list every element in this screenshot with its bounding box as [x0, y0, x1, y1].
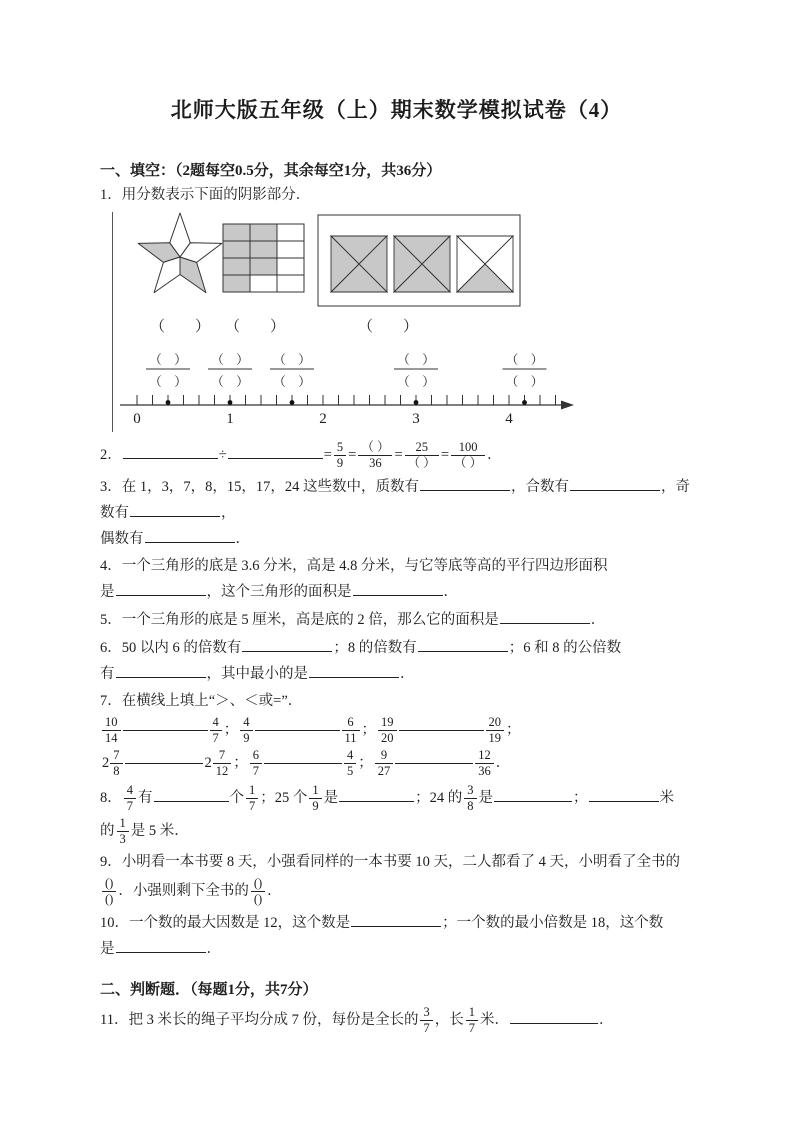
question-4-line-1 — [100, 555, 693, 578]
question-text: ． — [267, 882, 282, 899]
question-text: ； — [361, 721, 377, 738]
fraction: 2 $\frac{7}{12}$ — [205, 748, 232, 779]
numberline-unit-label: 2 — [319, 411, 327, 427]
question-3-line-2 — [100, 501, 693, 525]
arrow-icon — [561, 401, 574, 410]
question-text: = — [394, 446, 403, 463]
fraction: $\frac{()}{()}$ — [102, 876, 116, 907]
question-text: 数有 — [100, 505, 129, 521]
fraction: $\frac{6}{11}$ — [342, 715, 360, 746]
question-text: 2． — [100, 446, 122, 463]
question-text: ； — [233, 754, 248, 771]
fraction: $\frac{3}{8}$ — [464, 783, 476, 814]
question-text: ；一个数的最小倍数是 18，这个数 — [442, 915, 664, 931]
numberline-fraction-blank[interactable] — [270, 353, 314, 389]
fraction: $\frac{1}{3}$ — [117, 816, 129, 847]
answer-blank[interactable] — [510, 1008, 598, 1024]
fraction: $\frac{10}{14}$ — [102, 715, 121, 746]
answer-blank[interactable] — [255, 730, 340, 731]
numberline-dot — [414, 400, 419, 405]
question-8-line-1 — [100, 783, 693, 814]
question-text: 是 — [478, 789, 493, 806]
answer-blank[interactable] — [339, 786, 414, 802]
numberline-dot — [228, 400, 233, 405]
svg-text:（ ）: （ ） — [211, 375, 249, 389]
answer-blank[interactable] — [494, 786, 572, 802]
question-text: ÷ — [218, 446, 227, 463]
answer-paren-star[interactable]: （ ） — [149, 319, 211, 335]
question-text: 是 — [323, 789, 339, 806]
answer-blank[interactable] — [351, 911, 441, 927]
answer-blank[interactable] — [242, 636, 332, 652]
fraction: $\frac{25}{( )}$ — [405, 440, 439, 471]
answer-blank[interactable] — [116, 662, 206, 678]
question-text: ； — [506, 721, 521, 738]
question-text: ． — [443, 584, 458, 600]
question-text: ；24 的 — [415, 789, 463, 806]
question-text: ． — [235, 531, 250, 547]
question-text: 是 5 米． — [130, 822, 189, 839]
fraction: $\frac{19}{20}$ — [378, 715, 397, 746]
fraction: $\frac{1}{7}$ — [466, 1005, 478, 1036]
fraction: $\frac{12}{36}$ — [475, 748, 494, 779]
question-4-line-2 — [100, 580, 693, 604]
question-text: 的 — [100, 822, 115, 839]
question-6-line-1 — [100, 636, 693, 660]
answer-paren-squares[interactable]: （ ） — [357, 319, 419, 335]
svg-text:（ ）: （ ） — [505, 353, 544, 367]
question-text: 8． — [100, 789, 122, 806]
question-text: 有 — [138, 789, 153, 806]
star-figure — [138, 213, 222, 293]
fraction-grid-figure — [223, 224, 304, 292]
question-9-line-1 — [100, 851, 693, 874]
numberline-unit-label: 4 — [505, 411, 513, 427]
answer-blank[interactable] — [570, 475, 660, 491]
question-text: 是 — [100, 584, 115, 600]
numberline-fraction-blank[interactable] — [208, 353, 252, 389]
answer-blank[interactable] — [123, 443, 218, 459]
number-line-figure — [100, 344, 690, 436]
fraction: $\frac{9}{27}$ — [375, 748, 394, 779]
fraction: $\frac{4}{7}$ — [124, 783, 136, 814]
question-text: = — [348, 446, 357, 463]
numberline-dot — [522, 400, 527, 405]
answer-blank[interactable] — [399, 730, 484, 731]
question-text: ． — [598, 1011, 614, 1028]
question-text: 个 — [229, 789, 244, 806]
question-text: 有 — [100, 666, 115, 682]
page-title: 北师大版五年级（上）期末数学模拟试卷（4） — [170, 98, 623, 122]
section-1-heading: 一、填空：（2题每空0.5分，其余每空1分，共36分） — [100, 163, 442, 179]
question-text: 3．在 1，3，7，8，15，17，24 这些数中，质数有 — [100, 479, 419, 495]
question-text: ； — [573, 789, 588, 806]
fraction: $\frac{3}{7}$ — [420, 1005, 432, 1036]
question-text: 11．把 3 米长的绳子平均分成 7 份，每份是全长的 — [100, 1011, 419, 1028]
fraction: $\frac{100}{( )}$ — [451, 440, 485, 471]
question-text: ．小强则剩下全书的 — [118, 882, 249, 899]
question-text: ． — [487, 446, 502, 463]
svg-text:（ ）: （ ） — [273, 353, 311, 367]
numberline-unit-label: 0 — [133, 411, 141, 427]
question-1-text: 1．用分数表示下面的阴影部分． — [100, 187, 311, 203]
numberline-dot — [166, 400, 171, 405]
fraction: $\frac{()}{()}$ — [251, 876, 265, 907]
numberline-fraction-blank[interactable] — [394, 353, 438, 389]
question-text: 4．一个三角形的底是 3.6 分米，高是 4.8 分米，与它等底等高的平行四边形面积 — [100, 558, 608, 574]
section-2-heading: 二、判断题．（每题1分，共7分） — [100, 982, 318, 998]
answer-blank[interactable] — [116, 937, 206, 953]
question-text: ． — [206, 941, 221, 957]
question-text: ， — [221, 505, 236, 521]
question-2 — [100, 440, 693, 471]
fraction: 2 $\frac{7}{8}$ — [102, 748, 123, 779]
question-text: ； — [223, 721, 239, 738]
svg-text:（ ）: （ ） — [397, 375, 435, 389]
fraction: $\frac{4}{9}$ — [240, 715, 252, 746]
answer-paren-grid[interactable]: （ ） — [224, 319, 286, 335]
question-text: = — [440, 446, 449, 463]
answer-blank[interactable] — [309, 662, 399, 678]
fraction: $\frac{1}{7}$ — [246, 783, 258, 814]
answer-blank[interactable] — [353, 580, 443, 596]
question-text: = — [323, 446, 332, 463]
fraction: $\frac{4}{7}$ — [210, 715, 222, 746]
answer-blank[interactable] — [228, 443, 323, 459]
question-text: ． — [400, 666, 415, 682]
question-text: 偶数有 — [100, 531, 144, 547]
fraction: $\frac{( )}{36}$ — [358, 440, 392, 471]
question-7-row-1 — [100, 715, 693, 746]
svg-text:（ ）: （ ） — [149, 375, 187, 389]
question-text: ； — [358, 754, 373, 771]
answer-blank[interactable] — [418, 636, 508, 652]
answer-blank[interactable] — [145, 527, 235, 543]
question-text: 9．小明看一本书要 8 天，小强看同样的一本书要 10 天，二人都看了 4 天，小明看了全书的 — [100, 854, 680, 870]
crossed-squares-figure — [318, 215, 520, 306]
numberline-unit-label: 3 — [412, 411, 420, 427]
answer-blank[interactable] — [500, 608, 590, 624]
numberline-dot — [290, 400, 295, 405]
question-text: ，合数有 — [511, 479, 569, 495]
question-6-line-2 — [100, 662, 693, 686]
answer-blank[interactable] — [420, 475, 510, 491]
fraction: $\frac{1}{9}$ — [309, 783, 321, 814]
question-11 — [100, 1005, 693, 1036]
numberline-unit-label: 1 — [226, 411, 234, 427]
question-5 — [100, 608, 693, 632]
svg-text:（ ）: （ ） — [149, 353, 187, 367]
question-text: 10．一个数的最大因数是 12，这个数是 — [100, 915, 351, 931]
question-text: 6．50 以内 6 的倍数有 — [100, 640, 242, 656]
question-text: ；6 和 8 的公倍数 — [508, 640, 622, 656]
question-1-shapes — [100, 210, 690, 340]
answer-blank[interactable] — [130, 501, 220, 517]
question-7-intro: 7．在横线上填上“＞、＜或=”． — [100, 693, 303, 709]
question-text: ；25 个 — [260, 789, 308, 806]
question-8-line-2 — [100, 816, 693, 847]
question-text: ，这个三角形的面积是 — [206, 584, 352, 600]
svg-text:（ ）: （ ） — [397, 353, 435, 367]
answer-blank[interactable] — [264, 763, 342, 764]
question-3-line-3 — [100, 527, 693, 551]
question-text: 米 — [659, 789, 674, 806]
fraction: $\frac{6}{7}$ — [250, 748, 262, 779]
question-3-line-1 — [100, 475, 693, 499]
question-10-line-2 — [100, 937, 693, 961]
numberline-fraction-blank[interactable] — [146, 353, 190, 389]
question-7-row-2 — [100, 748, 693, 779]
fraction: $\frac{20}{19}$ — [486, 715, 505, 746]
fraction: $\frac{5}{9}$ — [334, 440, 346, 471]
question-text: 是 — [100, 941, 115, 957]
question-text: 5．一个三角形的底是 5 厘米，高是底的 2 倍，那么它的面积是 — [100, 612, 499, 628]
svg-text:（ ）: （ ） — [505, 375, 544, 389]
question-text: ，长 — [434, 1011, 464, 1028]
answer-blank[interactable] — [154, 786, 229, 802]
question-text: ，其中最小的是 — [206, 666, 308, 682]
question-text: ． — [590, 612, 606, 628]
question-1-figure-area — [100, 210, 693, 436]
answer-blank[interactable] — [116, 580, 206, 596]
answer-blank[interactable] — [123, 730, 208, 731]
question-text: ，奇 — [661, 479, 690, 495]
answer-blank[interactable] — [395, 763, 473, 764]
question-text: 米． — [479, 1011, 509, 1028]
answer-blank[interactable] — [589, 786, 659, 802]
question-9-line-2 — [100, 876, 693, 907]
svg-text:（ ）: （ ） — [273, 375, 311, 389]
question-text: ；8 的倍数有 — [333, 640, 417, 656]
question-10-line-1 — [100, 911, 693, 935]
question-text: ． — [495, 754, 511, 771]
answer-blank[interactable] — [125, 763, 203, 764]
svg-text:（ ）: （ ） — [211, 353, 249, 367]
numberline-fraction-blank[interactable] — [503, 353, 547, 389]
fraction: $\frac{4}{5}$ — [344, 748, 356, 779]
